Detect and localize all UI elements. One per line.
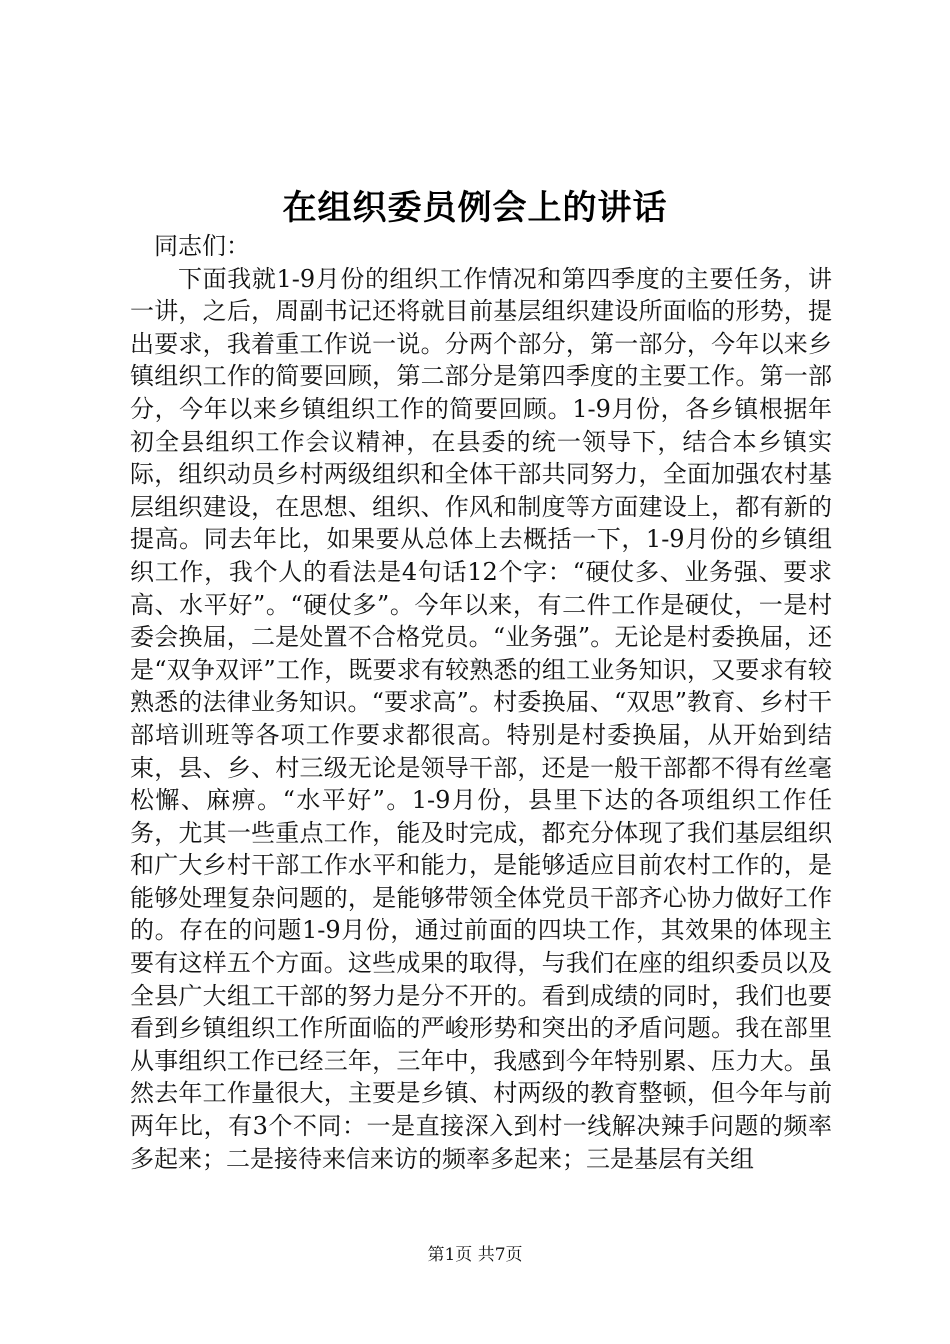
document-body — [130, 230, 832, 1175]
body-paragraph: 下面我就1-9月份的组织工作情况和第四季度的主要任务，讲一讲，之后，周副书记还将就目前基层组织建设所面临的形势，提出要求，我着重工作说一说。分两个部分，第一部分，今年以来乡镇组织工作的简要回顾，第二部分是第四季度的主要工作。第一部分，今年以来乡镇组织工作的简要回顾。1-9月份，各乡镇根据年初全县组织工作会议精神，在县委的统一领导下，结合本乡镇实际，组织动员乡村两级组织和全体干部共同努力，全面加强农村基层组织建设，在思想、组织、作风和制度等方面建设上，都有新的提高。同去年比，如果要从总体上去概括一下，1-9月份的乡镇组织工作，我个人的看法是4句话12个字：“硬仗多、业务强、要求高、水平好”。“硬仗多”。今年以来，有二件工作是硬仗，一是村委会换届，二是处置不合格党员。“业务强”。无论是村委换届，还是“双争双评”工作，既要求有较熟悉的组工业务知识，又要求有较熟悉的法律业务知识。“要求高”。村委换届、“双思”教育、乡村干部培训班等各项工作要求都很高。特别是村委换届，从开始到结束，县、乡、村三级无论是领导干部，还是一般干部都不得有丝毫松懈、麻痹。“水平好”。1-9月份，县里下达的各项组织工作任务，尤其一些重点工作，能及时完成，都充分体现了我们基层组织和广大乡村干部工作水平和能力，是能够适应目前农村工作的，是能够处理复杂问题的，是能够带领全体党员干部齐心协力做好工作的。存在的问题1-9月份，通过前面的四块工作，其效果的体现主要有这样五个方面。这些成果的取得，与我们在座的组织委员以及全县广大组工干部的努力是分不开的。看到成绩的同时，我们也要看到乡镇组织工作所面临的严峻形势和突出的矛盾问题。我在部里从事组织工作已经三年，三年中，我感到今年特别累、压力大。虽然去年工作量很大，主要是乡镇、村两级的教育整顿，但今年与前两年比，有3个不同：一是直接深入到村一线解决辣手问题的频率多起来；二是接待来信来访的频率多起来；三是基层有关组 — [130, 264, 832, 1173]
page-number: 第1页 共7页 — [427, 1245, 523, 1265]
salutation: 同志们： — [154, 232, 250, 260]
document-title: 在组织委员例会上的讲话 — [282, 188, 668, 228]
